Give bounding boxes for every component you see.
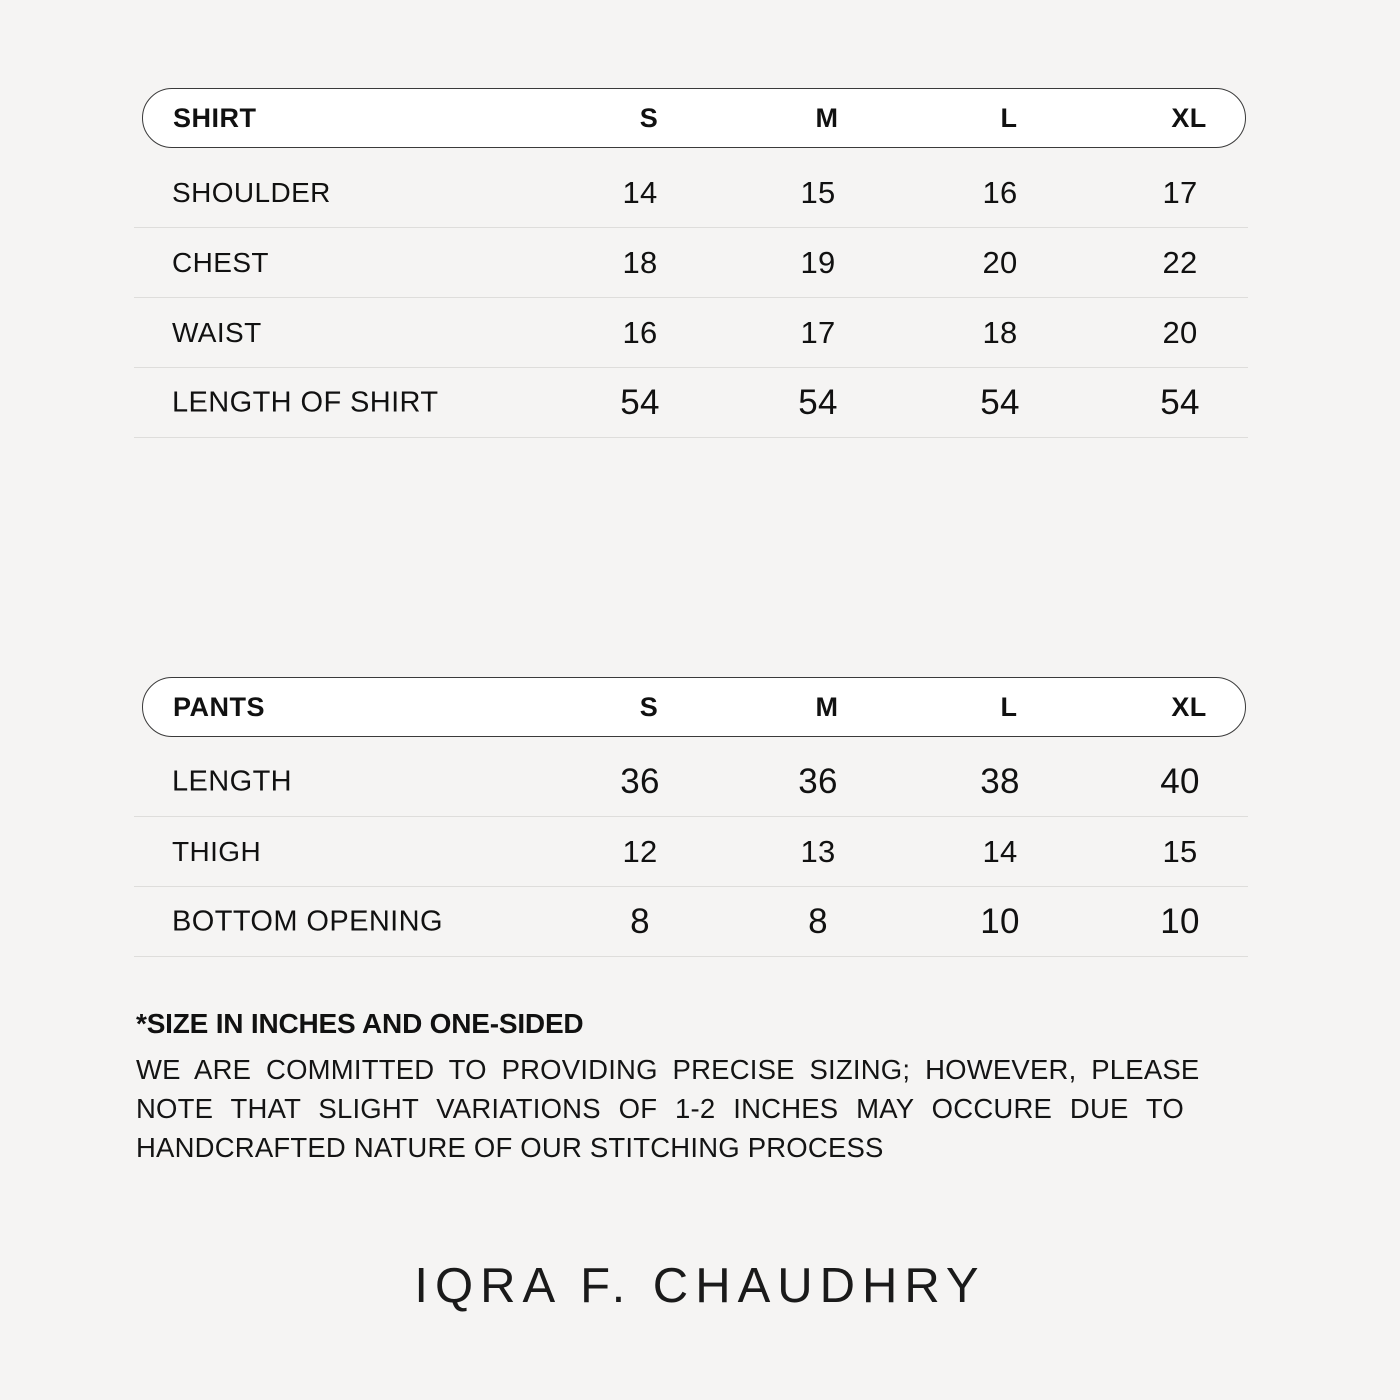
row-label: SHOULDER [172, 176, 331, 208]
row-label: LENGTH [172, 765, 293, 797]
table-row [134, 228, 1248, 298]
row-value-xl: 22 [1162, 244, 1198, 280]
row-value-m: 13 [800, 833, 836, 869]
row-value-m: 36 [798, 761, 838, 801]
table-row [134, 158, 1248, 228]
pants-table-title: PANTS [173, 691, 266, 722]
row-value-m: 19 [800, 244, 836, 280]
row-value-xl: 15 [1162, 833, 1198, 869]
pants-table-header-pill [142, 677, 1246, 737]
table-row [134, 747, 1248, 817]
sizing-note-line-2: NOTE THAT SLIGHT VARIATIONS OF 1-2 INCHES MAY OCCURE DUE TO [136, 1093, 1184, 1124]
row-value-l: 54 [980, 382, 1020, 422]
row-value-m: 15 [800, 174, 836, 210]
row-value-l: 20 [982, 244, 1018, 280]
row-label: BOTTOM OPENING [172, 905, 443, 937]
shirt-column-header-l: L [1000, 102, 1018, 133]
shirt-table-header-pill [142, 88, 1246, 148]
shirt-column-header-xl: XL [1171, 102, 1207, 133]
shirt-column-header-m: M [815, 102, 839, 133]
row-value-xl: 10 [1160, 901, 1200, 941]
row-value-l: 16 [982, 174, 1018, 210]
row-value-s: 8 [630, 901, 650, 941]
row-value-m: 54 [798, 382, 838, 422]
pants-table-rows [134, 747, 1248, 957]
row-value-l: 14 [982, 833, 1018, 869]
sizing-notes [136, 1008, 1256, 1167]
shirt-table-title: SHIRT [173, 102, 257, 133]
row-value-xl: 20 [1162, 314, 1198, 350]
row-value-s: 16 [622, 314, 658, 350]
row-value-l: 10 [980, 901, 1020, 941]
row-label: WAIST [172, 316, 262, 348]
pants-column-header-xl: XL [1171, 691, 1207, 722]
pants-column-header-s: S [639, 691, 659, 722]
table-row [134, 298, 1248, 368]
shirt-column-header-s: S [639, 102, 659, 133]
row-value-m: 8 [808, 901, 828, 941]
shirt-table-rows [134, 158, 1248, 438]
table-row [134, 368, 1248, 438]
pants-column-header-l: L [1000, 691, 1018, 722]
shirt-size-table [134, 88, 1248, 438]
row-value-xl: 17 [1162, 174, 1198, 210]
row-value-xl: 40 [1160, 761, 1200, 801]
row-value-s: 36 [620, 761, 660, 801]
sizing-note-headline: *SIZE IN INCHES AND ONE-SIDED [136, 1008, 584, 1039]
pants-column-header-m: M [815, 691, 839, 722]
row-value-s: 14 [622, 174, 658, 210]
row-value-xl: 54 [1160, 382, 1200, 422]
row-label: THIGH [172, 835, 262, 867]
row-label: CHEST [172, 246, 269, 278]
row-value-m: 17 [800, 314, 836, 350]
table-row [134, 887, 1248, 957]
sizing-note-line-3: HANDCRAFTED NATURE OF OUR STITCHING PROCESS [136, 1132, 884, 1163]
pants-size-table [134, 677, 1248, 957]
brand-wordmark: IQRA F. CHAUDHRY [414, 1259, 986, 1313]
row-value-s: 54 [620, 382, 660, 422]
sizing-note-line-1: WE ARE COMMITTED TO PROVIDING PRECISE SIZING; HOWEVER, PLEASE [136, 1054, 1200, 1085]
row-value-l: 18 [982, 314, 1018, 350]
row-value-s: 18 [622, 244, 658, 280]
row-label: LENGTH OF SHIRT [172, 386, 439, 418]
table-row [134, 817, 1248, 887]
row-value-s: 12 [622, 833, 658, 869]
row-value-l: 38 [980, 761, 1020, 801]
